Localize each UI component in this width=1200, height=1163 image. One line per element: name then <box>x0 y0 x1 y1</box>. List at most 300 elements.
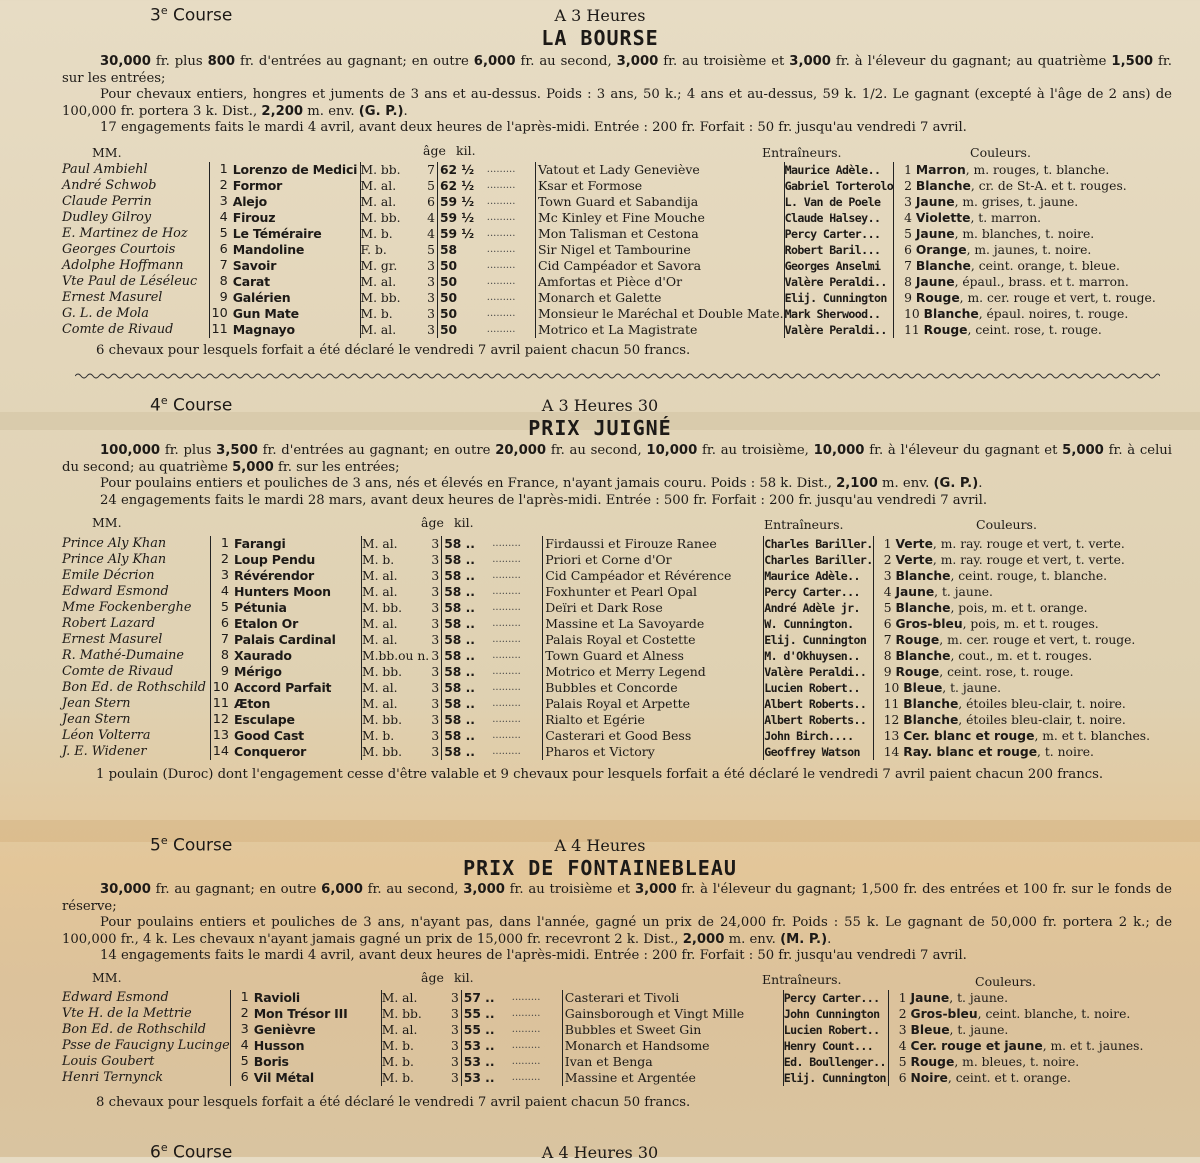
colors-number: 2 <box>883 553 892 567</box>
colors-detail: , t. jaune. <box>949 1023 1009 1037</box>
colors-number: 7 <box>883 633 892 647</box>
horse-breed: M. al. <box>362 568 430 584</box>
leader-dots: ......... <box>487 194 536 210</box>
leader-dots: ......... <box>512 1006 563 1022</box>
trainer-name: Elij. Cunnington <box>784 290 893 306</box>
racing-colors <box>873 552 1184 568</box>
entry-row <box>62 1006 1199 1022</box>
trainer-name: André Adèle jr. <box>764 600 873 616</box>
colors-number: 4 <box>898 1039 907 1053</box>
horse-number: 4 <box>230 1038 254 1054</box>
colors-number: 5 <box>883 601 892 615</box>
colors-detail: , t. marron. <box>970 211 1042 225</box>
leader-dots: ......... <box>492 568 543 584</box>
horse-breed: M. al. <box>362 632 430 648</box>
colors-detail: , ceint. rouge, t. blanche. <box>950 569 1108 583</box>
trainer-name: Lucien Robert.. <box>783 1022 888 1038</box>
horse-pedigree: Motrico et Merry Legend <box>545 664 706 679</box>
leader-dots: ......... <box>487 306 536 322</box>
racing-colors <box>873 584 1184 600</box>
horse-age: 7 <box>427 163 435 177</box>
colors-main: Marron <box>915 163 966 177</box>
colors-detail: , m. ray. rouge et vert, t. verte. <box>932 537 1125 551</box>
leader-dots: ......... <box>512 1038 563 1054</box>
horse-breed: M. al. <box>362 680 430 696</box>
entry-row <box>62 322 1200 338</box>
conditions-eligibility: Pour poulains entiers et pouliches de 3 ans, nés et élevés en France, n'ayant jamais couru. Poids : 58 k. Dist., 2,100 m. env. (G. P.). <box>100 476 983 491</box>
colors-detail: , m. jaunes, t. noire. <box>966 243 1092 257</box>
entries-table <box>62 162 1200 338</box>
leader-dots: ......... <box>492 744 543 760</box>
leader-dots: ......... <box>492 536 543 552</box>
horse-weight: 58 .. <box>442 728 493 744</box>
horse-name: Pétunia <box>234 600 287 615</box>
horse-breed: M. al. <box>360 274 425 290</box>
colors-main: Blanche <box>903 697 959 711</box>
owner-name: Edward Esmond <box>62 584 169 599</box>
trainer-name: L. Van de Poele <box>784 194 893 210</box>
colors-main: Gros-bleu <box>895 617 963 631</box>
trainer-name: Georges Anselmi <box>784 258 893 274</box>
horse-age: 3 <box>431 585 440 599</box>
horse-age: 3 <box>431 697 440 711</box>
horse-breed: F. b. <box>360 242 425 258</box>
horse-pedigree: Massine et La Savoyarde <box>545 616 705 631</box>
horse-weight: 53 .. <box>461 1054 512 1070</box>
horse-weight: 55 .. <box>461 1006 512 1022</box>
horse-name: Mandoline <box>232 242 305 257</box>
racing-colors <box>894 274 1200 290</box>
conditions-eligibility: Pour poulains entiers et pouliches de 3 ans, n'ayant pas, dans l'année, gagné un prix de 24,000 fr. Poids : 55 k. Le gagnant de 50,000 fr. portera 2 k.; de 100,000 fr., 4 k. Les chevaux n'ayant jamais gagné un prix de 15,000 fr. recevront 2 k. Dist., 2,000 m. env. (M. P.). <box>62 915 1172 947</box>
trainer-name: Valère Peraldi.. <box>784 322 893 338</box>
owner-name: Vte Paul de Léséleuc <box>62 274 198 289</box>
owner-name: E. Martinez de Hoz <box>62 226 188 241</box>
racing-colors <box>873 712 1184 728</box>
horse-age: 3 <box>427 259 435 273</box>
trainer-name: Percy Carter... <box>783 990 888 1006</box>
entry-row <box>62 584 1184 600</box>
horse-number: 3 <box>209 194 232 210</box>
horse-breed: M. b. <box>381 1054 449 1070</box>
leader-dots: ......... <box>512 1022 563 1038</box>
leader-dots: ......... <box>512 1070 563 1086</box>
conditions-entries: 17 engagements faits le mardi 4 avril, avant deux heures de l'après-midi. Entrée : 200 fr. Forfait : 50 fr. jusqu'au vendredi 7 avril. <box>100 120 967 135</box>
horse-name: Formor <box>232 178 283 193</box>
horse-weight: 50 <box>438 306 487 322</box>
colors-main: Blanche <box>903 713 959 727</box>
horse-pedigree: Deïri et Dark Rose <box>545 600 663 615</box>
colors-number: 6 <box>898 1071 907 1085</box>
horse-pedigree: Casterari et Good Bess <box>545 728 692 743</box>
colors-main: Jaune <box>895 585 935 599</box>
leader-dots: ......... <box>487 210 536 226</box>
horse-pedigree: Pharos et Victory <box>545 744 655 759</box>
trainer-name: Maurice Adèle.. <box>784 162 893 178</box>
owner-name: Henri Ternynck <box>62 1070 164 1085</box>
colors-main: Jaune <box>910 991 950 1005</box>
colors-main: Blanche <box>915 259 971 273</box>
entry-row <box>62 274 1200 290</box>
trainer-name: Charles Bariller. <box>764 537 873 551</box>
horse-number: 11 <box>211 696 235 712</box>
racing-colors <box>873 744 1184 760</box>
horse-breed: M. al. <box>360 322 425 338</box>
colors-number: 9 <box>904 291 912 305</box>
horse-age: 3 <box>431 713 440 727</box>
horse-breed: M. bb. <box>381 1006 449 1022</box>
header-colors: Couleurs. <box>970 145 1031 160</box>
colors-main: Jaune <box>915 227 955 241</box>
trainer-name: Valère Peraldi.. <box>784 274 893 290</box>
horse-pedigree: Casterari et Tivoli <box>564 990 680 1005</box>
trainer-name: Elij. Cunnington <box>783 1070 888 1086</box>
entry-row <box>62 568 1184 584</box>
horse-name: Galérien <box>232 290 291 305</box>
horse-age: 3 <box>431 553 440 567</box>
horse-age: 3 <box>450 1007 459 1021</box>
horse-number: 3 <box>230 1022 254 1038</box>
horse-name: Mérigo <box>234 664 282 679</box>
horse-name: Alejo <box>232 194 268 209</box>
racing-colors <box>894 258 1200 274</box>
entry-row <box>62 712 1184 728</box>
entry-row <box>62 552 1184 568</box>
colors-detail: , cout., m. et t. rouges. <box>950 649 1093 663</box>
horse-pedigree: Monsieur le Maréchal et Double Mate. <box>537 306 784 321</box>
entry-row <box>62 1070 1199 1086</box>
owner-name: Psse de Faucigny Lucinge <box>62 1038 230 1053</box>
colors-detail: , t. jaune. <box>949 991 1008 1005</box>
colors-main: Rouge <box>895 633 940 647</box>
horse-age: 4 <box>427 211 435 225</box>
horse-number: 10 <box>209 306 232 322</box>
colors-main: Blanche <box>895 569 951 583</box>
horse-age: 3 <box>431 569 440 583</box>
trainer-name: Percy Carter... <box>784 226 893 242</box>
owner-name: Ernest Masurel <box>62 632 163 647</box>
race-conditions <box>62 54 1172 137</box>
colors-number: 2 <box>904 179 912 193</box>
horse-age: 3 <box>431 537 440 551</box>
horse-number: 1 <box>211 536 235 552</box>
leader-dots: ......... <box>487 226 536 242</box>
header-age: âge <box>421 515 444 530</box>
colors-main: Violette <box>915 211 971 225</box>
entry-row <box>62 632 1184 648</box>
colors-number: 8 <box>904 275 912 289</box>
entry-row <box>62 1022 1199 1038</box>
colors-detail: , m. et t. jaunes. <box>1042 1039 1144 1053</box>
horse-number: 2 <box>209 178 232 194</box>
horse-age: 3 <box>427 291 435 305</box>
race-number: 6e Course <box>150 1141 233 1163</box>
horse-pedigree: Town Guard et Alness <box>545 648 684 663</box>
colors-detail: , ceint. et t. orange. <box>947 1071 1071 1085</box>
race-conditions <box>62 443 1172 509</box>
racing-colors <box>894 178 1200 194</box>
horse-age: 5 <box>427 179 435 193</box>
owner-name: Ernest Masurel <box>62 290 163 305</box>
horse-weight: 58 .. <box>442 632 493 648</box>
horse-name: Farangi <box>234 536 286 551</box>
entry-row <box>62 210 1200 226</box>
horse-weight: 50 <box>438 258 487 274</box>
conditions-prize: 30,000 fr. au gagnant; en outre 6,000 fr. au second, 3,000 fr. au troisième et 3,000 fr. à l'éleveur du gagnant; 1,500 fr. des entrées et 100 fr. sur le fonds de réserve; <box>62 882 1172 914</box>
horse-breed: M. al. <box>362 536 430 552</box>
header-colors: Couleurs. <box>976 517 1037 532</box>
owner-name: Paul Ambiehl <box>62 162 148 177</box>
horse-breed: M. bb. <box>362 744 430 760</box>
horse-weight: 58 .. <box>442 616 493 632</box>
colors-main: Jaune <box>915 195 955 209</box>
colors-detail: , m. grises, t. jaune. <box>954 195 1079 209</box>
colors-detail: , cr. de St-A. et t. rouges. <box>970 179 1127 193</box>
horse-breed: M. bb. <box>360 162 425 178</box>
horse-breed: M. al. <box>381 990 449 1006</box>
owner-name: Léon Volterra <box>62 728 151 743</box>
horse-number: 5 <box>209 226 232 242</box>
colors-detail: , m. cer. rouge et vert, t. rouge. <box>939 633 1136 647</box>
colors-number: 1 <box>904 163 912 177</box>
colors-detail: , t. jaune. <box>942 681 1002 695</box>
horse-name: Etalon Or <box>234 616 299 631</box>
horse-number: 8 <box>211 648 235 664</box>
horse-pedigree: Bubbles et Concorde <box>545 680 678 695</box>
horse-name: Xaurado <box>234 648 292 663</box>
entry-row <box>62 162 1200 178</box>
horse-weight: 55 .. <box>461 1022 512 1038</box>
colors-main: Rouge <box>915 291 960 305</box>
colors-main: Rouge <box>910 1055 955 1069</box>
entry-row <box>62 178 1200 194</box>
horse-breed: M. al. <box>360 194 425 210</box>
header-kil: kil. <box>456 143 476 158</box>
horse-pedigree: Palais Royal et Arpette <box>545 696 691 711</box>
racing-colors <box>888 1006 1199 1022</box>
racing-colors <box>888 990 1199 1006</box>
racing-colors <box>873 600 1184 616</box>
header-age: âge <box>423 143 446 158</box>
horse-pedigree: Ksar et Formose <box>537 178 643 193</box>
racing-colors <box>873 680 1184 696</box>
colors-detail: , m. ray. rouge et vert, t. verte. <box>932 553 1125 567</box>
horse-breed: M. al. <box>362 696 430 712</box>
horse-age: 3 <box>431 681 440 695</box>
race-number: 3e Course <box>150 4 233 26</box>
trainer-name: W. Cunnington. <box>764 616 873 632</box>
horse-pedigree: Motrico et La Magistrate <box>537 322 698 337</box>
race-title: PRIX JUIGNÉ <box>528 416 672 440</box>
trainer-name: John Birch.... <box>764 728 873 744</box>
horse-number: 7 <box>211 632 235 648</box>
horse-name: Magnayo <box>232 322 295 337</box>
leader-dots: ......... <box>487 162 536 178</box>
horse-pedigree: Massine et Argentée <box>564 1070 696 1085</box>
horse-number: 9 <box>209 290 232 306</box>
entry-row <box>62 1038 1199 1054</box>
leader-dots: ......... <box>487 242 536 258</box>
horse-breed: M. bb. <box>362 712 430 728</box>
trainer-name: Albert Roberts.. <box>764 696 873 712</box>
horse-age: 3 <box>450 991 459 1005</box>
horse-name: Conqueror <box>234 744 307 759</box>
header-owners: MM. <box>92 145 122 160</box>
colors-detail: , pois, m. et t. orange. <box>950 601 1088 615</box>
horse-breed: M. bb. <box>360 290 425 306</box>
colors-main: Ray. blanc et rouge <box>903 745 1038 759</box>
horse-name: Révérendor <box>234 568 314 583</box>
racing-colors <box>888 1070 1199 1086</box>
colors-main: Orange <box>915 243 967 257</box>
horse-pedigree: Priori et Corne d'Or <box>545 552 672 567</box>
horse-breed: M. al. <box>362 616 430 632</box>
owner-name: Prince Aly Khan <box>62 552 167 567</box>
owner-name: Vte H. de la Mettrie <box>62 1006 192 1021</box>
leader-dots: ......... <box>492 584 543 600</box>
horse-age: 3 <box>427 275 435 289</box>
owner-name: Claude Perrin <box>62 194 152 209</box>
race-number: 4e Course <box>150 394 233 416</box>
leader-dots: ......... <box>492 712 543 728</box>
horse-number: 6 <box>211 616 235 632</box>
trainer-name: Lucien Robert.. <box>764 680 873 696</box>
horse-breed: M. b. <box>362 552 430 568</box>
horse-number: 7 <box>209 258 232 274</box>
horse-number: 1 <box>230 990 254 1006</box>
horse-weight: 59 ½ <box>438 226 487 242</box>
colors-main: Noire <box>910 1071 948 1085</box>
colors-detail: , m. cer. rouge et vert, t. rouge. <box>959 291 1156 305</box>
horse-pedigree: Gainsborough et Vingt Mille <box>564 1006 745 1021</box>
horse-weight: 58 .. <box>442 696 493 712</box>
horse-breed: M. al. <box>381 1022 449 1038</box>
trainer-name: Albert Roberts.. <box>764 712 873 728</box>
colors-number: 10 <box>904 307 920 321</box>
horse-weight: 59 ½ <box>438 194 487 210</box>
horse-weight: 58 .. <box>442 664 493 680</box>
horse-number: 2 <box>211 552 235 568</box>
conditions-prize: 30,000 fr. plus 800 fr. d'entrées au gagnant; en outre 6,000 fr. au second, 3,000 fr. au troisième et 3,000 fr. à l'éleveur du gagnant; au quatrième 1,500 fr. sur les entrées; <box>62 54 1172 86</box>
trainer-name: Claude Halsey.. <box>784 210 893 226</box>
horse-breed: M. b. <box>360 226 425 242</box>
horse-age: 3 <box>427 323 435 337</box>
horse-name: Gun Mate <box>232 306 299 321</box>
horse-weight: 58 .. <box>442 712 493 728</box>
leader-dots: ......... <box>492 696 543 712</box>
racing-colors <box>873 648 1184 664</box>
horse-number: 4 <box>211 584 235 600</box>
racing-colors <box>873 728 1184 744</box>
entry-row <box>62 990 1199 1006</box>
horse-weight: 62 ½ <box>438 178 487 194</box>
horse-number: 3 <box>211 568 235 584</box>
forfeit-note: 6 chevaux pour lesquels forfait a été déclaré le vendredi 7 avril paient chacun 50 francs. <box>96 343 691 358</box>
colors-number: 6 <box>904 243 912 257</box>
horse-age: 3 <box>450 1023 459 1037</box>
owner-name: Georges Courtois <box>62 242 176 257</box>
racing-colors <box>894 322 1200 338</box>
colors-detail: , m. blanches, t. noire. <box>954 227 1095 241</box>
horse-pedigree: Firdaussi et Firouze Ranee <box>545 536 717 551</box>
entry-row <box>62 616 1184 632</box>
leader-dots: ......... <box>487 274 536 290</box>
racing-colors <box>894 306 1200 322</box>
horse-age: 5 <box>427 243 435 257</box>
trainer-name: Percy Carter... <box>764 584 873 600</box>
owner-name: Jean Stern <box>62 696 131 711</box>
horse-name: Palais Cardinal <box>234 632 336 647</box>
owner-name: Jean Stern <box>62 712 131 727</box>
colors-detail: , épaul., brass. et t. marron. <box>954 275 1129 289</box>
horse-number: 5 <box>230 1054 254 1070</box>
horse-number: 11 <box>209 322 232 338</box>
horse-pedigree: Monarch et Galette <box>537 290 662 305</box>
owner-name: André Schwob <box>62 178 157 193</box>
colors-detail: , pois, m. et t. rouges. <box>962 617 1099 631</box>
trainer-name: Henry Count... <box>783 1038 888 1054</box>
racing-colors <box>873 664 1184 680</box>
horse-breed: M. b. <box>381 1070 449 1086</box>
entry-row <box>62 600 1184 616</box>
leader-dots: ......... <box>487 290 536 306</box>
colors-main: Blanche <box>895 649 951 663</box>
header-kil: kil. <box>454 515 474 530</box>
trainer-name: Maurice Adèle.. <box>764 568 873 584</box>
horse-name: Æton <box>234 696 271 711</box>
horse-age: 4 <box>427 227 435 241</box>
horse-name: Mon Trésor III <box>253 1006 348 1021</box>
race-time: A 4 Heures <box>554 836 646 855</box>
owner-name: Dudley Gilroy <box>62 210 152 225</box>
leader-dots: ......... <box>492 728 543 744</box>
horse-breed: M.bb.ou n. <box>362 649 430 663</box>
horse-breed: M. bb. <box>362 600 430 616</box>
colors-main: Jaune <box>915 275 955 289</box>
horse-age: 3 <box>450 1055 459 1069</box>
owner-name: Bon Ed. de Rothschild <box>62 1022 206 1037</box>
trainer-name: Robert Baril... <box>784 242 893 258</box>
leader-dots: ......... <box>492 680 543 696</box>
horse-name: Le Téméraire <box>232 226 322 241</box>
colors-main: Blanche <box>895 601 951 615</box>
colors-main: Bleue <box>910 1023 950 1037</box>
entry-row <box>62 696 1184 712</box>
colors-number: 5 <box>898 1055 907 1069</box>
race-time: A 3 Heures <box>554 6 646 25</box>
header-trainers: Entraîneurs. <box>764 517 844 532</box>
header-kil: kil. <box>454 970 474 985</box>
horse-breed: M. bb. <box>360 210 425 226</box>
entry-row <box>62 306 1200 322</box>
colors-detail: , épaul. noires, t. rouge. <box>978 307 1129 321</box>
racing-colors <box>873 568 1184 584</box>
colors-number: 3 <box>883 569 892 583</box>
entry-row <box>62 194 1200 210</box>
leader-dots: ......... <box>492 552 543 568</box>
trainer-name: Ed. Boullenger.. <box>783 1054 888 1070</box>
horse-name: Hunters Moon <box>234 584 331 599</box>
horse-breed: M. bb. <box>362 664 430 680</box>
entry-row <box>62 536 1184 552</box>
colors-number: 11 <box>883 697 900 711</box>
entry-row <box>62 258 1200 274</box>
leader-dots: ......... <box>492 616 543 632</box>
entry-row <box>62 290 1200 306</box>
leader-dots: ......... <box>512 990 563 1006</box>
horse-name: Carat <box>232 274 270 289</box>
horse-number: 9 <box>211 664 235 680</box>
racing-colors <box>888 1038 1199 1054</box>
